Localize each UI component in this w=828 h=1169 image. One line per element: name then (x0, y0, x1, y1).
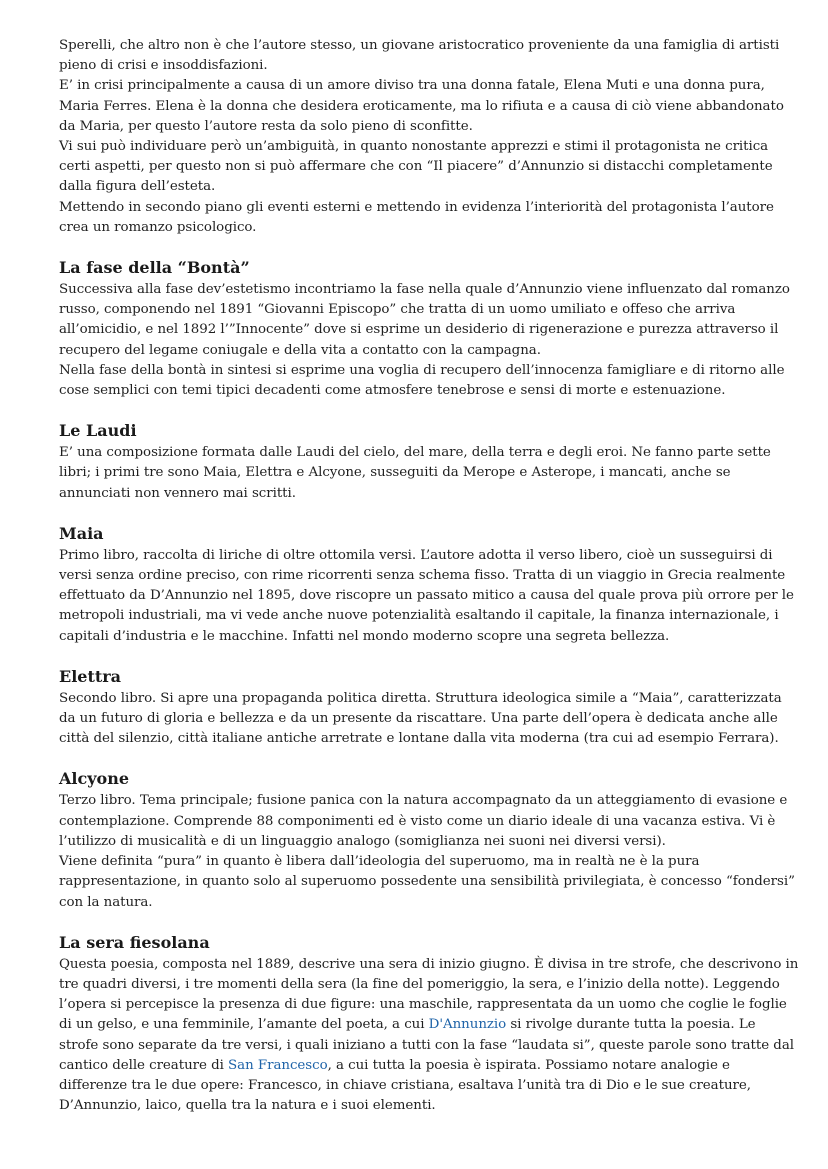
laudi-paragraph-1: E’ una composizione formata dalle Laudi del cielo, del mare, della terra e degli eroi. Ne fanno parte sette libri; i primi tre sono Maia, Elettra e Alcyone, susseguiti da Merope e Asterope, i mancati, anche se annunciati non vennero mai scritti. (59, 445, 771, 501)
section-laudi (59, 421, 799, 504)
intro-paragraph-2: E’ in crisi principalmente a causa di un amore diviso tra una donna fatale, Elena Muti e una donna pura, Maria Ferres. Elena è la donna che desidera eroticamente, ma lo rifiuta e a causa di ciò viene abbandonato da Maria, per questo l’autore resta da solo pieno di sconfitte. (59, 78, 784, 134)
intro-paragraph-1: Sperelli, che altro non è che l’autore stesso, un giovane aristocratico proveniente da una famiglia di artisti pieno di crisi e insoddisfazioni. (59, 38, 780, 74)
intro-section (59, 36, 799, 238)
section-maia (59, 524, 799, 647)
section-bonta (59, 258, 799, 401)
section-elettra (59, 667, 799, 750)
heading-elettra: Elettra (59, 666, 122, 686)
elettra-paragraph-1: Secondo libro. Si apre una propaganda politica diretta. Struttura ideologica simile a “Maia”, caratterizzata da un futuro di gloria e bellezza e da un presente da riscattare. Una parte dell’opera è dedicata anche alle città del silenzio, città italiane antiche arretrate e lontane dalla vita moderna (tra cui ad esempio Ferrara). (59, 690, 782, 747)
heading-sera-fiesolana: La sera fiesolana (59, 932, 210, 952)
bonta-paragraph-1: Successiva alla fase dev’estetismo incontriamo la fase nella quale d’Annunzio viene influenzato dal romanzo russo, componendo nel 1891 “Giovanni Episcopo” che tratta di un uomo umiliato e offeso che arriva all’omicidio, e nel 1892 l’”Innocente” dove si esprime un desiderio di rigenerazione e purezza attraverso il recupero del legame coniugale e della vita a contatto con la campagna. (59, 282, 790, 358)
sera-text-part-3: , a cui tutta la poesia è ispirata. Possiamo notare analogie e differenze tra le due opere: Francesco, in chiave cristiana, esaltava l’unità tra di Dio e le sue creature, D’Annunzio, laico, quella tra la natura e i suoi elementi. (59, 1057, 751, 1114)
section-sera-fiesolana (59, 933, 799, 1117)
alcyone-paragraph-2: Viene definita “pura” in quanto è libera dall’ideologia del superuomo, ma in realtà ne è la pura rappresentazione, in quanto solo al superuomo possedente una sensibilità privilegiata, è concesso “fondersi” con la natura. (59, 854, 795, 910)
sera-text-part-1: Questa poesia, composta nel 1889, descrive una sera di inizio giugno. È divisa in tre strofe, che descrivono in tre quadri diversi, i tre momenti della sera (la fine del pomeriggio, la sera, e l’inizio della notte). Leggendo l’opera si percepisce la presenza di due figure: una maschile, rappresentata da un uomo che coglie le foglie di un gelso, e una femminile, l’amante del poeta, a cui (59, 956, 799, 1033)
heading-laudi: Le Laudi (59, 421, 137, 441)
intro-paragraph-3: Vi sui può individuare però un’ambiguità, in quanto nonostante apprezzi e stimi il protagonista ne critica certi aspetti, per questo non si può affermare che con “Il piacere” d’Annunzio si distacchi completamente dalla figura dell’esteta. (59, 139, 773, 195)
alcyone-paragraph-1: Terzo libro. Tema principale; fusione panica con la natura accompagnato da un atteggiamento di evasione e contemplazione. Comprende 88 componimenti ed è visto come un diario ideale di una vacanza estiva. Vi è l’utilizzo di musicalità e di un linguaggio analogo (somiglianza nei suoni nei diversi versi). (59, 793, 788, 849)
section-alcyone (59, 769, 799, 912)
intro-paragraph-4: Mettendo in secondo piano gli eventi esterni e mettendo in evidenza l’interiorità del protagonista l’autore crea un romanzo psicologico. (59, 199, 774, 235)
heading-bonta: La fase della “Bontà” (59, 258, 250, 278)
link-dannunzio[interactable]: D'Annunzio (428, 1017, 507, 1033)
heading-alcyone: Alcyone (59, 769, 130, 789)
document-page (59, 36, 799, 1116)
bonta-paragraph-2: Nella fase della bontà in sintesi si esprime una voglia di recupero dell’innocenza famigliare e di ritorno alle cose semplici con temi tipici decadenti come atmosfere tenebrose e sensi di morte e estenuazione. (59, 362, 785, 399)
heading-maia: Maia (59, 523, 104, 543)
link-san-francesco[interactable]: San Francesco (228, 1057, 328, 1073)
sera-text-part-2: si rivolge durante tutta la poesia. Le strofe sono separate da tre versi, i quali iniziano a tutti con la fase “laudata si”, queste parole sono tratte dal cantico delle creature di (59, 1017, 794, 1073)
maia-paragraph-1: Primo libro, raccolta di liriche di oltre ottomila versi. L’autore adotta il verso libero, cioè un susseguirsi di versi senza ordine preciso, con rime ricorrenti senza schema fisso. Tratta di un viaggio in Grecia realmente effettuato da D’Annunzio nel 1895, dove riscopre un passato mitico a causa del quale prova più orrore per le metropoli industriali, ma vi vede anche nuove potenzialità esaltando il capitale, la finanza internazionale, i capitali d’industria e le macchine. Infatti nel mondo moderno scopre una segreta bellezza. (59, 547, 794, 644)
sera-paragraph-1 (59, 955, 799, 1117)
